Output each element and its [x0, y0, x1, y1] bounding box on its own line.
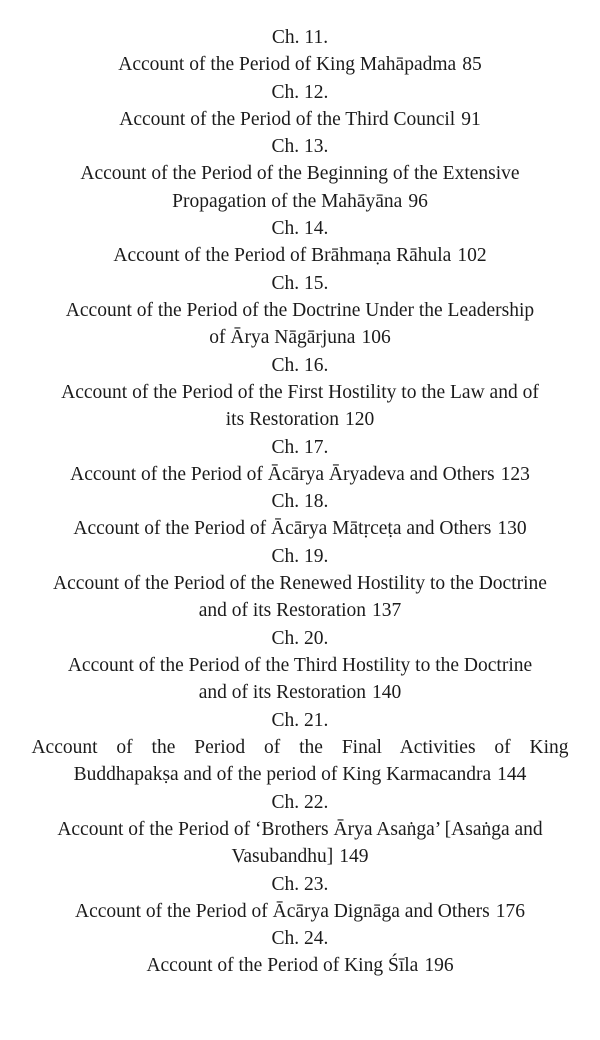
chapter-entry — [0, 434, 600, 489]
chapter-entry — [0, 24, 600, 79]
chapter-title — [0, 297, 600, 352]
page-number: 196 — [424, 955, 454, 976]
chapter-title — [0, 734, 600, 789]
chapter-title-line: Account of the Period of ‘Brothers Ārya Asaṅga’ [Asaṅga and — [57, 818, 543, 840]
chapter-title-line: Vasubandhu] — [231, 846, 334, 867]
page-number: 144 — [497, 764, 527, 785]
chapter-title-line: Account of the Period of the Third Hostility to the Doctrine — [67, 654, 533, 676]
page-number: 120 — [344, 409, 375, 430]
chapter-title-line: and of its Restoration — [198, 600, 367, 621]
chapter-title — [0, 515, 600, 543]
chapter-number: Ch. 21. — [271, 709, 329, 731]
chapter-entry — [0, 352, 600, 434]
chapter-number: Ch. 22. — [271, 791, 329, 813]
chapter-title-line: Account of the Period of the Doctrine Under the Leadership — [65, 299, 535, 321]
chapter-entry — [0, 925, 600, 980]
chapter-entry — [0, 707, 600, 789]
chapter-title-line: Account of the Period of Ācārya Mātṛceṭa and Others — [73, 518, 492, 539]
page-number: 102 — [457, 245, 487, 266]
chapter-title — [0, 898, 600, 926]
chapter-entry — [0, 789, 600, 871]
chapter-number: Ch. 24. — [271, 928, 329, 949]
chapter-title-line: of Ārya Nāgārjuna — [209, 327, 356, 348]
chapter-number: Ch. 18. — [271, 491, 329, 512]
chapter-title — [0, 160, 600, 215]
chapter-title-line: Account of the Period of Brāhmaṇa Rāhula — [113, 245, 452, 266]
page-number: 106 — [361, 327, 391, 348]
chapter-title-line: Account of the Period of King Mahāpadma — [118, 54, 457, 75]
chapter-entry — [0, 215, 600, 270]
chapter-entry — [0, 625, 600, 707]
chapter-title-line: its Restoration — [225, 409, 339, 430]
chapter-number: Ch. 19. — [271, 545, 329, 567]
page-number: 137 — [372, 600, 402, 621]
chapter-entry — [0, 488, 600, 543]
page-number: 91 — [461, 108, 481, 130]
chapter-entry — [0, 871, 600, 926]
chapter-title-line: Propagation of the Mahāyāna — [172, 190, 403, 212]
chapter-title-line: Account of the Period of the Renewed Hostility to the Doctrine — [53, 572, 547, 594]
page-number: 176 — [495, 900, 526, 922]
chapter-title — [0, 952, 600, 980]
chapter-title-line: Account of the Period of the Final Activities of King — [31, 736, 569, 758]
chapter-title-line: Account of the Period of Ācārya Āryadeva and Others — [70, 463, 495, 485]
chapter-number: Ch. 12. — [271, 81, 329, 103]
page-number: 85 — [462, 54, 482, 75]
chapter-entry — [0, 133, 600, 215]
chapter-title — [0, 461, 600, 489]
chapter-title-line: Account of the Period of Ācārya Dignāga and Others — [74, 900, 490, 922]
chapter-number: Ch. 17. — [271, 436, 329, 458]
chapter-number: Ch. 14. — [271, 218, 329, 239]
chapter-title-line: Buddhapakṣa and of the period of King Karmacandra — [73, 764, 492, 785]
page-number: 96 — [408, 190, 428, 212]
chapter-number: Ch. 13. — [271, 136, 329, 157]
page-number: 149 — [339, 846, 369, 867]
page-number: 140 — [372, 682, 402, 703]
chapter-title — [0, 379, 600, 434]
chapter-title — [0, 106, 600, 134]
page-number: 123 — [500, 463, 530, 485]
chapter-title-line: Account of the Period of the Beginning of the Extensive — [80, 163, 520, 184]
chapter-title-line: Account of the Period of the Third Council — [119, 108, 456, 130]
chapter-title-line: Account of the Period of King Śīla — [146, 955, 419, 976]
chapter-title — [0, 570, 600, 625]
chapter-entry — [0, 79, 600, 134]
chapter-number: Ch. 11. — [271, 27, 329, 48]
chapter-title — [0, 242, 600, 270]
chapter-number: Ch. 15. — [271, 272, 329, 294]
page-number: 130 — [497, 518, 527, 539]
chapter-number: Ch. 16. — [271, 354, 329, 376]
chapter-entry — [0, 270, 600, 352]
chapter-title — [0, 816, 600, 871]
chapter-title — [0, 51, 600, 79]
chapter-title-line: and of its Restoration — [198, 682, 367, 703]
chapter-title — [0, 652, 600, 707]
chapter-number: Ch. 20. — [271, 627, 329, 649]
chapter-number: Ch. 23. — [271, 873, 329, 895]
chapter-title-line: Account of the Period of the First Hostility to the Law and of — [61, 381, 539, 403]
chapter-entry — [0, 543, 600, 625]
